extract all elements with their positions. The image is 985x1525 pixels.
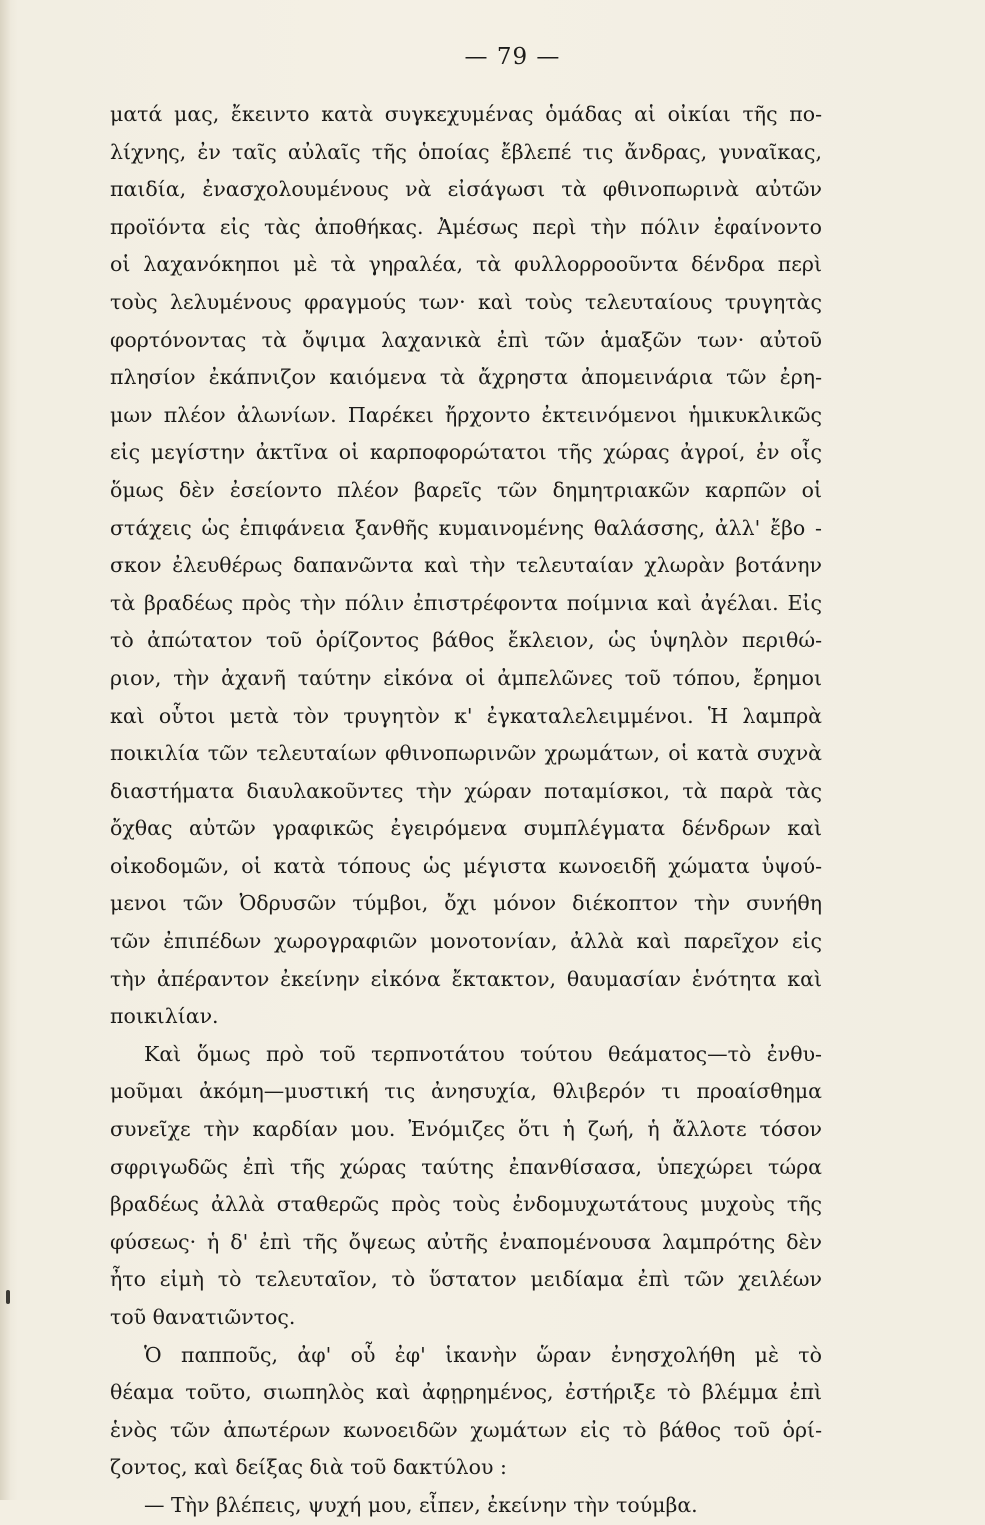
- body-text: [110, 96, 822, 1525]
- text-line: φορτόνοντας τὰ ὄψιμα λαχανικὰ ἐπὶ τῶν ἁμαξῶν των· αὐτοῦ: [110, 327, 822, 352]
- text-line: λίχνης, ἐν ταῖς αὐλαῖς τῆς ὁποίας ἔβλεπέ τις ἄνδρας, γυναῖκας,: [110, 139, 822, 164]
- text-line: μενοι τῶν Ὀδρυσῶν τύμβοι, ὄχι μόνον διέκοπτον τὴν συνήθη: [110, 891, 822, 916]
- text-line: Καὶ ὅμως πρὸ τοῦ τερπνοτάτου τούτου θεάματος—τὸ ἐνθυ-: [144, 1041, 822, 1066]
- text-line: ζοντος, καὶ δείξας διὰ τοῦ δακτύλου :: [110, 1455, 507, 1480]
- text-line: διαστήματα διαυλακοῦντες τὴν χώραν ποταμίσκοι, τὰ παρὰ τὰς: [110, 778, 822, 803]
- text-line: φύσεως· ἡ δ' ἐπὶ τῆς ὄψεως αὐτῆς ἐναπομένουσα λαμπρότης δὲν: [110, 1229, 822, 1254]
- text-line: ἦτο εἰμὴ τὸ τελευταῖον, τὸ ὕστατον μειδίαμα ἐπὶ τῶν χειλέων: [110, 1267, 822, 1292]
- text-line: τὴν ἀπέραντον ἐκείνην εἰκόνα ἔκτακτον, θαυμασίαν ἑνότητα καὶ: [110, 966, 822, 991]
- text-line: εἰς μεγίστην ἀκτῖνα οἱ καρποφορώτατοι τῆς χώρας ἀγροί, ἐν οἷς: [110, 440, 822, 465]
- text-line: ὅμως δὲν ἐσείοντο πλέον βαρεῖς τῶν δημητριακῶν καρπῶν οἱ: [110, 477, 822, 502]
- text-line: τὸ ἀπώτατον τοῦ ὁρίζοντος βάθος ἔκλειον, ὡς ὑψηλὸν περιθώ-: [110, 628, 822, 653]
- text-line: οἱ λαχανόκηποι μὲ τὰ γηραλέα, τὰ φυλλορροοῦντα δένδρα περὶ: [110, 252, 822, 277]
- text-line: τῶν ἐπιπέδων χωρογραφιῶν μονοτονίαν, ἀλλὰ καὶ παρεῖχον εἰς: [110, 929, 822, 954]
- text-line: ριον, τὴν ἀχανῆ ταύτην εἰκόνα οἱ ἀμπελῶνες τοῦ τόπου, ἔρημοι: [110, 665, 822, 690]
- text-line: τοὺς λελυμένους φραγμούς των· καὶ τοὺς τελευταίους τρυγητὰς: [110, 289, 822, 314]
- text-line: σκον ἐλευθέρως δαπανῶντα καὶ τὴν τελευταίαν χλωρὰν βοτάνην: [110, 553, 822, 578]
- text-line: παιδία, ἐνασχολουμένους νὰ εἰσάγωσι τὰ φθινοπωρινὰ αὐτῶν: [110, 177, 822, 202]
- text-line: ποικιλίαν.: [110, 1004, 219, 1029]
- text-line: θέαμα τοῦτο, σιωπηλὸς καὶ ἀφῃρημένος, ἐστήριξε τὸ βλέμμα ἐπὶ: [110, 1380, 822, 1405]
- text-line: ἑνὸς τῶν ἀπωτέρων κωνοειδῶν χωμάτων εἰς τὸ βάθος τοῦ ὁρί-: [110, 1417, 822, 1442]
- text-line: Ὁ παπποῦς, ἀφ' οὗ ἐφ' ἱκανὴν ὥραν ἐνησχολήθη μὲ τὸ: [144, 1342, 822, 1367]
- edge-mark: [6, 1290, 10, 1304]
- text-line: καὶ οὗτοι μετὰ τὸν τρυγητὸν κ' ἐγκαταλελειμμένοι. Ἡ λαμπρὰ: [110, 703, 822, 728]
- text-line: ὄχθας αὐτῶν γραφικῶς ἐγειρόμενα συμπλέγματα δένδρων καὶ: [110, 816, 822, 841]
- text-line: βραδέως ἀλλὰ σταθερῶς πρὸς τοὺς ἐνδομυχωτάτους μυχοὺς τῆς: [110, 1192, 822, 1217]
- text-line: στάχεις ὡς ἐπιφάνεια ξανθῆς κυμαινομένης θαλάσσης, ἀλλ' ἔβο -: [110, 515, 822, 540]
- text-line: σφριγωδῶς ἐπὶ τῆς χώρας ταύτης ἐπανθίσασα, ὑπεχώρει τώρα: [110, 1154, 822, 1179]
- text-line: — Τὴν βλέπεις, ψυχή μου, εἶπεν, ἐκείνην τὴν τούμβα.: [144, 1492, 698, 1517]
- text-line: προϊόντα εἰς τὰς ἀποθήκας. Ἀμέσως περὶ τὴν πόλιν ἐφαίνοντο: [110, 214, 822, 239]
- text-line: ποικιλία τῶν τελευταίων φθινοπωρινῶν χρωμάτων, οἱ κατὰ συχνὰ: [110, 741, 822, 766]
- text-line: μων πλέον ἀλωνίων. Παρέκει ἤρχοντο ἐκτεινόμενοι ἡμικυκλικῶς: [110, 402, 822, 427]
- text-line: μοῦμαι ἀκόμη—μυστική τις ἀνησυχία, θλιβερόν τι προαίσθημα: [110, 1079, 822, 1104]
- text-line: τοῦ θανατιῶντος.: [110, 1305, 296, 1329]
- text-line: πλησίον ἐκάπνιζον καιόμενα τὰ ἄχρηστα ἀπομεινάρια τῶν ἐρη-: [110, 365, 822, 390]
- text-line: ματά μας, ἔκειντο κατὰ συγκεχυμένας ὁμάδας αἱ οἰκίαι τῆς πο-: [110, 102, 822, 126]
- text-line: οἰκοδομῶν, οἱ κατὰ τόπους ὡς μέγιστα κωνοειδῆ χώματα ὑψού-: [110, 853, 822, 878]
- page-edge: [0, 0, 10, 1500]
- text-line: συνεῖχε τὴν καρδίαν μου. Ἐνόμιζες ὅτι ἡ ζωή, ἡ ἄλλοτε τόσον: [110, 1117, 822, 1142]
- text-line: τὰ βραδέως πρὸς τὴν πόλιν ἐπιστρέφοντα ποίμνια καὶ ἀγέλαι. Εἰς: [110, 590, 822, 615]
- page-number: — 79 —: [464, 44, 561, 70]
